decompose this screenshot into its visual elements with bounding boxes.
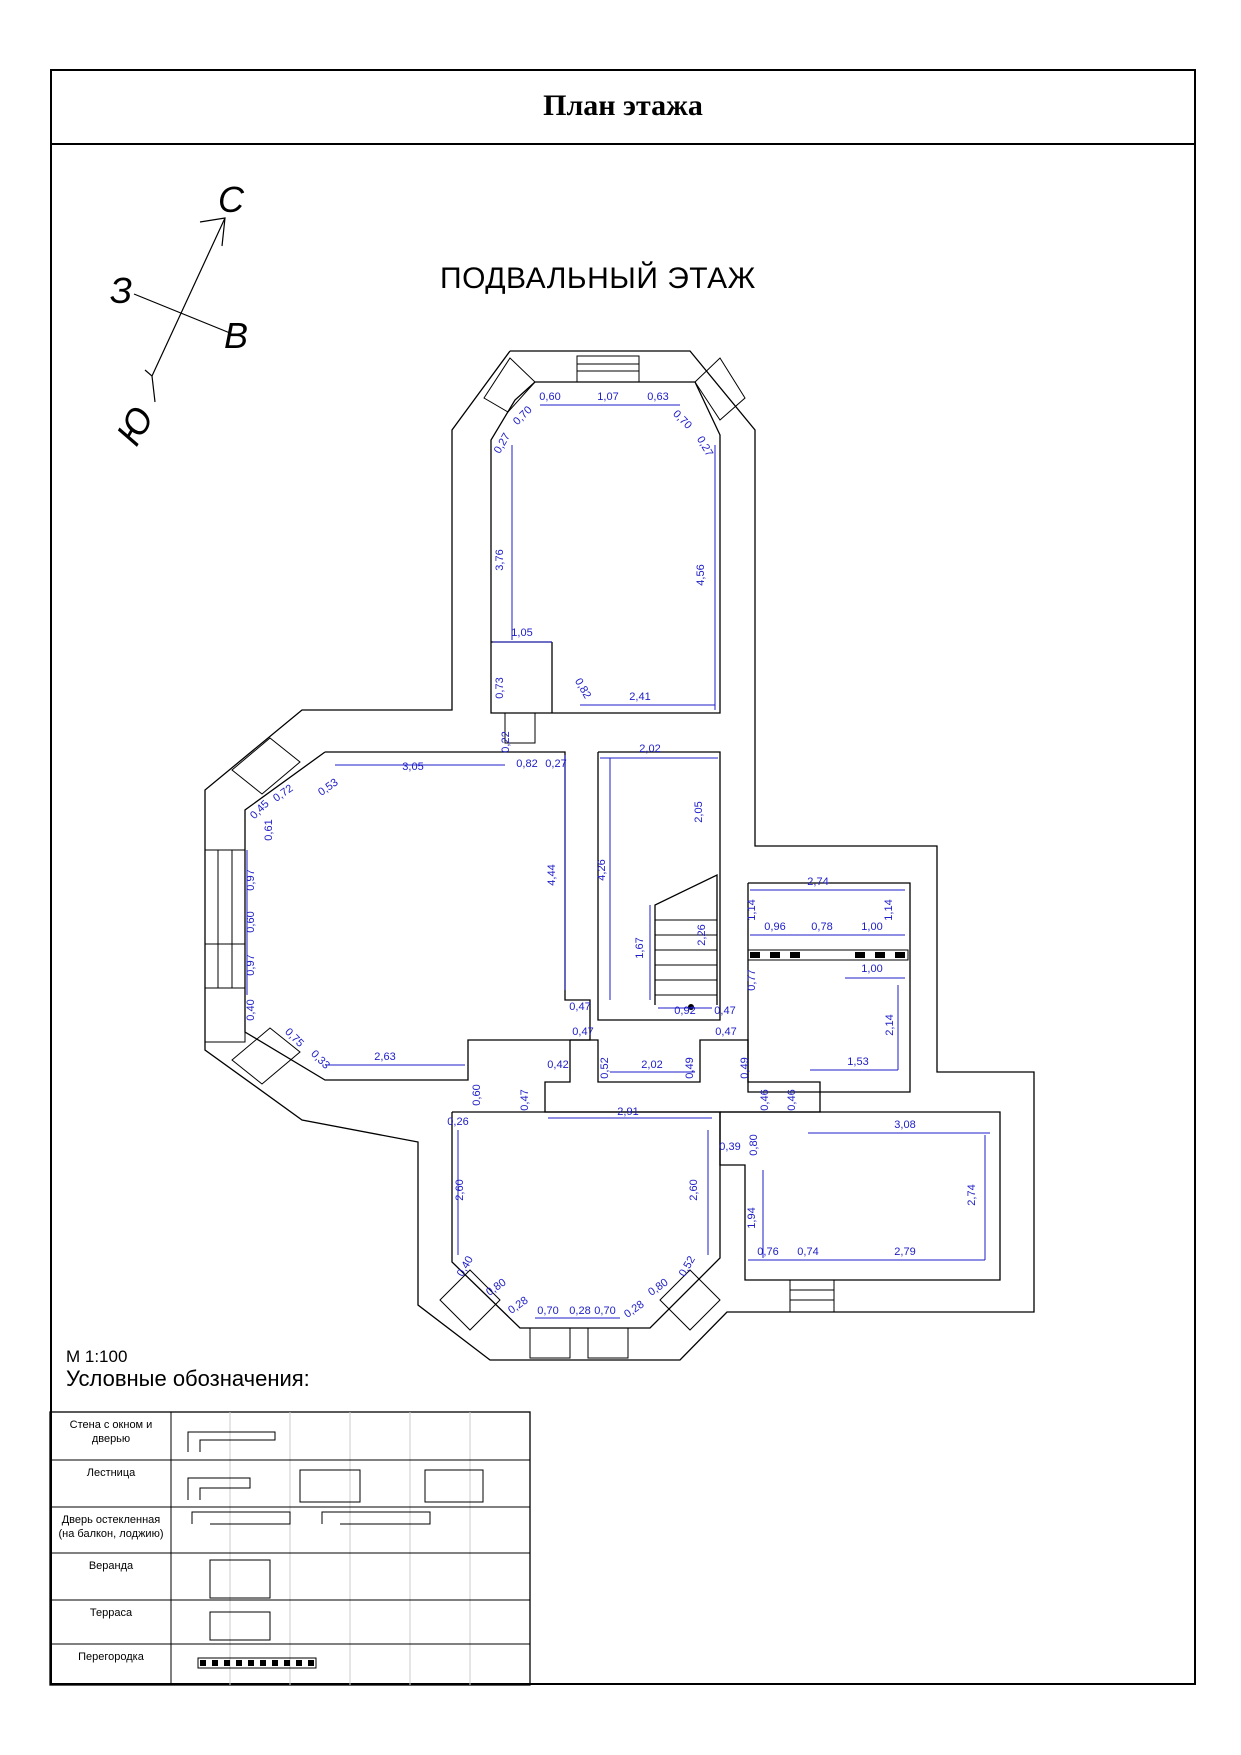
- partition-hatch-block: [284, 1660, 290, 1666]
- dimension-label: 2,26: [696, 924, 708, 946]
- dimension-label: 0,45: [248, 798, 272, 822]
- partition-hatch-block: [236, 1660, 242, 1666]
- dimension-label: 0,61: [263, 819, 275, 841]
- partition-hatch-block: [248, 1660, 254, 1666]
- dimension-label: 2,60: [688, 1179, 700, 1201]
- dimension-label: 2,05: [693, 801, 705, 823]
- dimension-label: 0,49: [684, 1057, 696, 1079]
- dimension-label: 1,14: [746, 899, 758, 921]
- window-top-room-ne: [695, 358, 745, 420]
- dimension-label: 0,60: [245, 911, 257, 933]
- dimension-label: 0,82: [516, 758, 538, 770]
- dimension-label: 0,63: [647, 391, 669, 403]
- window-west-room-west-2: [205, 944, 245, 1042]
- dimension-label: 0,47: [715, 1026, 737, 1038]
- legend-row-label: Перегородка: [78, 1651, 144, 1663]
- partition-hatch-block: [260, 1660, 266, 1666]
- partition-hatch-block: [308, 1660, 314, 1666]
- dimension-annotations: [245, 391, 990, 1321]
- dimension-label: 0,28: [506, 1294, 531, 1317]
- dimension-label: 0,80: [646, 1276, 671, 1299]
- partition-hatch-block: [212, 1660, 218, 1666]
- window-south-room-2: [588, 1328, 628, 1358]
- legend-table: [50, 1412, 530, 1685]
- room-stair: [598, 752, 720, 1020]
- scale-label: М 1:100: [66, 1347, 128, 1366]
- dimension-label: 2,60: [454, 1179, 466, 1201]
- dimension-label: 0,27: [491, 431, 513, 456]
- dimension-label: 1,14: [883, 899, 895, 921]
- dimension-label: 2,02: [639, 743, 661, 755]
- dimension-label: 0,60: [471, 1084, 483, 1106]
- legend-symbol-stair-2: [300, 1470, 360, 1502]
- dimension-label: 0,72: [271, 782, 296, 805]
- floor-subtitle: ПОДВАЛЬНЫЙ ЭТАЖ: [440, 262, 756, 295]
- dimension-label: 4,56: [695, 564, 707, 586]
- dimension-label: 0,28: [569, 1305, 591, 1317]
- dimension-label: 0,53: [316, 776, 341, 799]
- room-southeast: [720, 1112, 1000, 1312]
- partition-hatch-block: [200, 1660, 206, 1666]
- dimension-label: 2,63: [374, 1051, 396, 1063]
- dimension-label: 1,94: [746, 1207, 758, 1229]
- dimension-label: 2,74: [807, 876, 829, 888]
- entrance-steps: [790, 1280, 834, 1312]
- dimension-label: 0,47: [569, 1001, 591, 1013]
- window-west-room-west-1: [205, 850, 245, 988]
- window-top-room-north: [577, 356, 639, 382]
- dimension-label: 0,60: [539, 391, 561, 403]
- sheet-title: План этажа: [543, 89, 703, 122]
- compass-west-label: З: [110, 270, 133, 311]
- dimension-label: 0,76: [757, 1246, 779, 1258]
- dimension-label: 1,00: [861, 921, 883, 933]
- dimension-label: 2,91: [617, 1106, 639, 1118]
- compass-north-south-axis: [152, 218, 225, 376]
- legend-row-label: дверью: [91, 1433, 131, 1445]
- window-south-room-se: [660, 1270, 720, 1330]
- dimension-label: 0,70: [670, 408, 694, 432]
- dimension-label: 2,41: [629, 691, 651, 703]
- legend-symbol-glazed-door-2: [322, 1512, 430, 1524]
- dimension-label: 0,33: [308, 1048, 332, 1072]
- legend-title: Условные обозначения:: [66, 1366, 310, 1391]
- window-top-room-nw: [484, 358, 535, 412]
- dimension-label: 1,53: [847, 1056, 869, 1068]
- dimension-label: 0,52: [676, 1254, 698, 1279]
- dimension-label: 0,22: [500, 731, 512, 753]
- dimension-label: 0,40: [245, 999, 257, 1021]
- dimension-label: 2,02: [641, 1059, 663, 1071]
- dimension-label: 0,26: [447, 1116, 469, 1128]
- dimension-label: 0,97: [245, 869, 257, 891]
- dimension-label: 3,08: [894, 1119, 916, 1131]
- dimension-label: 0,80: [484, 1276, 509, 1299]
- legend-symbol-wall-window-door: [188, 1432, 275, 1452]
- legend-symbol-terrace: [210, 1612, 270, 1640]
- legend-row-label: (на балкон, лоджию): [58, 1528, 164, 1540]
- dimension-label: 0,28: [622, 1298, 647, 1321]
- compass-rose: [108, 179, 248, 452]
- dimension-label: 2,14: [884, 1014, 896, 1036]
- dimension-label: 4,26: [596, 859, 608, 881]
- dimension-label: 3,05: [402, 761, 424, 773]
- dimension-label: 0,96: [764, 921, 786, 933]
- legend-symbol-glazed-door-1: [192, 1512, 290, 1524]
- room-corridor: [545, 1040, 820, 1112]
- outer-wall-contour: [205, 351, 1034, 1360]
- dimension-label: 0,52: [599, 1057, 611, 1079]
- compass-east-label: В: [224, 315, 249, 356]
- compass-south-label: Ю: [107, 399, 162, 452]
- dimension-label: 0,70: [594, 1305, 616, 1317]
- dimension-label: 0,27: [694, 434, 716, 459]
- dimension-label: 2,74: [966, 1184, 978, 1206]
- dimension-label: 0,97: [245, 954, 257, 976]
- legend-row-label: Лестница: [86, 1467, 136, 1479]
- legend-row-label: Веранда: [88, 1560, 134, 1572]
- dimension-label: 1,05: [511, 627, 533, 639]
- dimension-label: 1,00: [861, 963, 883, 975]
- dimension-label: 0,77: [746, 969, 758, 991]
- partition-hatch-block: [224, 1660, 230, 1666]
- legend-row-label: Стена с окном и: [69, 1419, 153, 1431]
- dimension-label: 0,27: [545, 758, 567, 770]
- compass-north-label: С: [218, 179, 244, 220]
- legend-symbol-veranda: [210, 1560, 270, 1598]
- room-south: [440, 1112, 720, 1358]
- dimension-label: 0,92: [674, 1005, 696, 1017]
- south-tick: [145, 370, 155, 402]
- outer-walls: [205, 351, 1034, 1360]
- dimension-label: 0,46: [759, 1089, 771, 1111]
- legend-symbol-stair-1: [188, 1478, 250, 1500]
- compass-west-east-axis: [134, 294, 230, 333]
- dimension-label: 2,79: [894, 1246, 916, 1258]
- dimension-label: 0,75: [282, 1026, 306, 1050]
- room-corridor-walls: [545, 1040, 820, 1112]
- partition-hatch-block: [296, 1660, 302, 1666]
- legend-symbol-stair-3: [425, 1470, 483, 1502]
- dimension-label: 0,47: [519, 1089, 531, 1111]
- dimension-label: 0,47: [714, 1005, 736, 1017]
- dimension-label: 0,73: [494, 677, 506, 699]
- dimension-label: 0,70: [537, 1305, 559, 1317]
- dimension-label: 0,47: [572, 1026, 594, 1038]
- dimension-label: 0,74: [797, 1246, 819, 1258]
- north-arrowhead: [200, 218, 225, 246]
- window-south-room-1: [530, 1328, 570, 1358]
- dimension-label: 0,70: [511, 404, 535, 428]
- dimension-label: 0,80: [748, 1134, 760, 1156]
- room-top-walls: [491, 382, 720, 713]
- legend-row-label: Терраса: [89, 1607, 133, 1619]
- dimension-label: 0,46: [786, 1089, 798, 1111]
- dimension-label: 4,44: [546, 864, 558, 886]
- dimension-label: 1,07: [597, 391, 619, 403]
- dimension-label: 0,82: [572, 676, 594, 701]
- legend-row-label: Дверь остекленная: [61, 1514, 161, 1526]
- dimension-label: 0,49: [739, 1057, 751, 1079]
- dimension-label: 3,76: [494, 549, 506, 571]
- partition-east-room-hatch: [750, 952, 905, 958]
- dimension-label: 0,78: [811, 921, 833, 933]
- dimension-label: 0,42: [547, 1059, 569, 1071]
- dimension-label: 0,40: [454, 1254, 476, 1279]
- dimension-label: 0,39: [719, 1141, 741, 1153]
- partition-hatch-block: [272, 1660, 278, 1666]
- dimension-label: 1,67: [634, 937, 646, 959]
